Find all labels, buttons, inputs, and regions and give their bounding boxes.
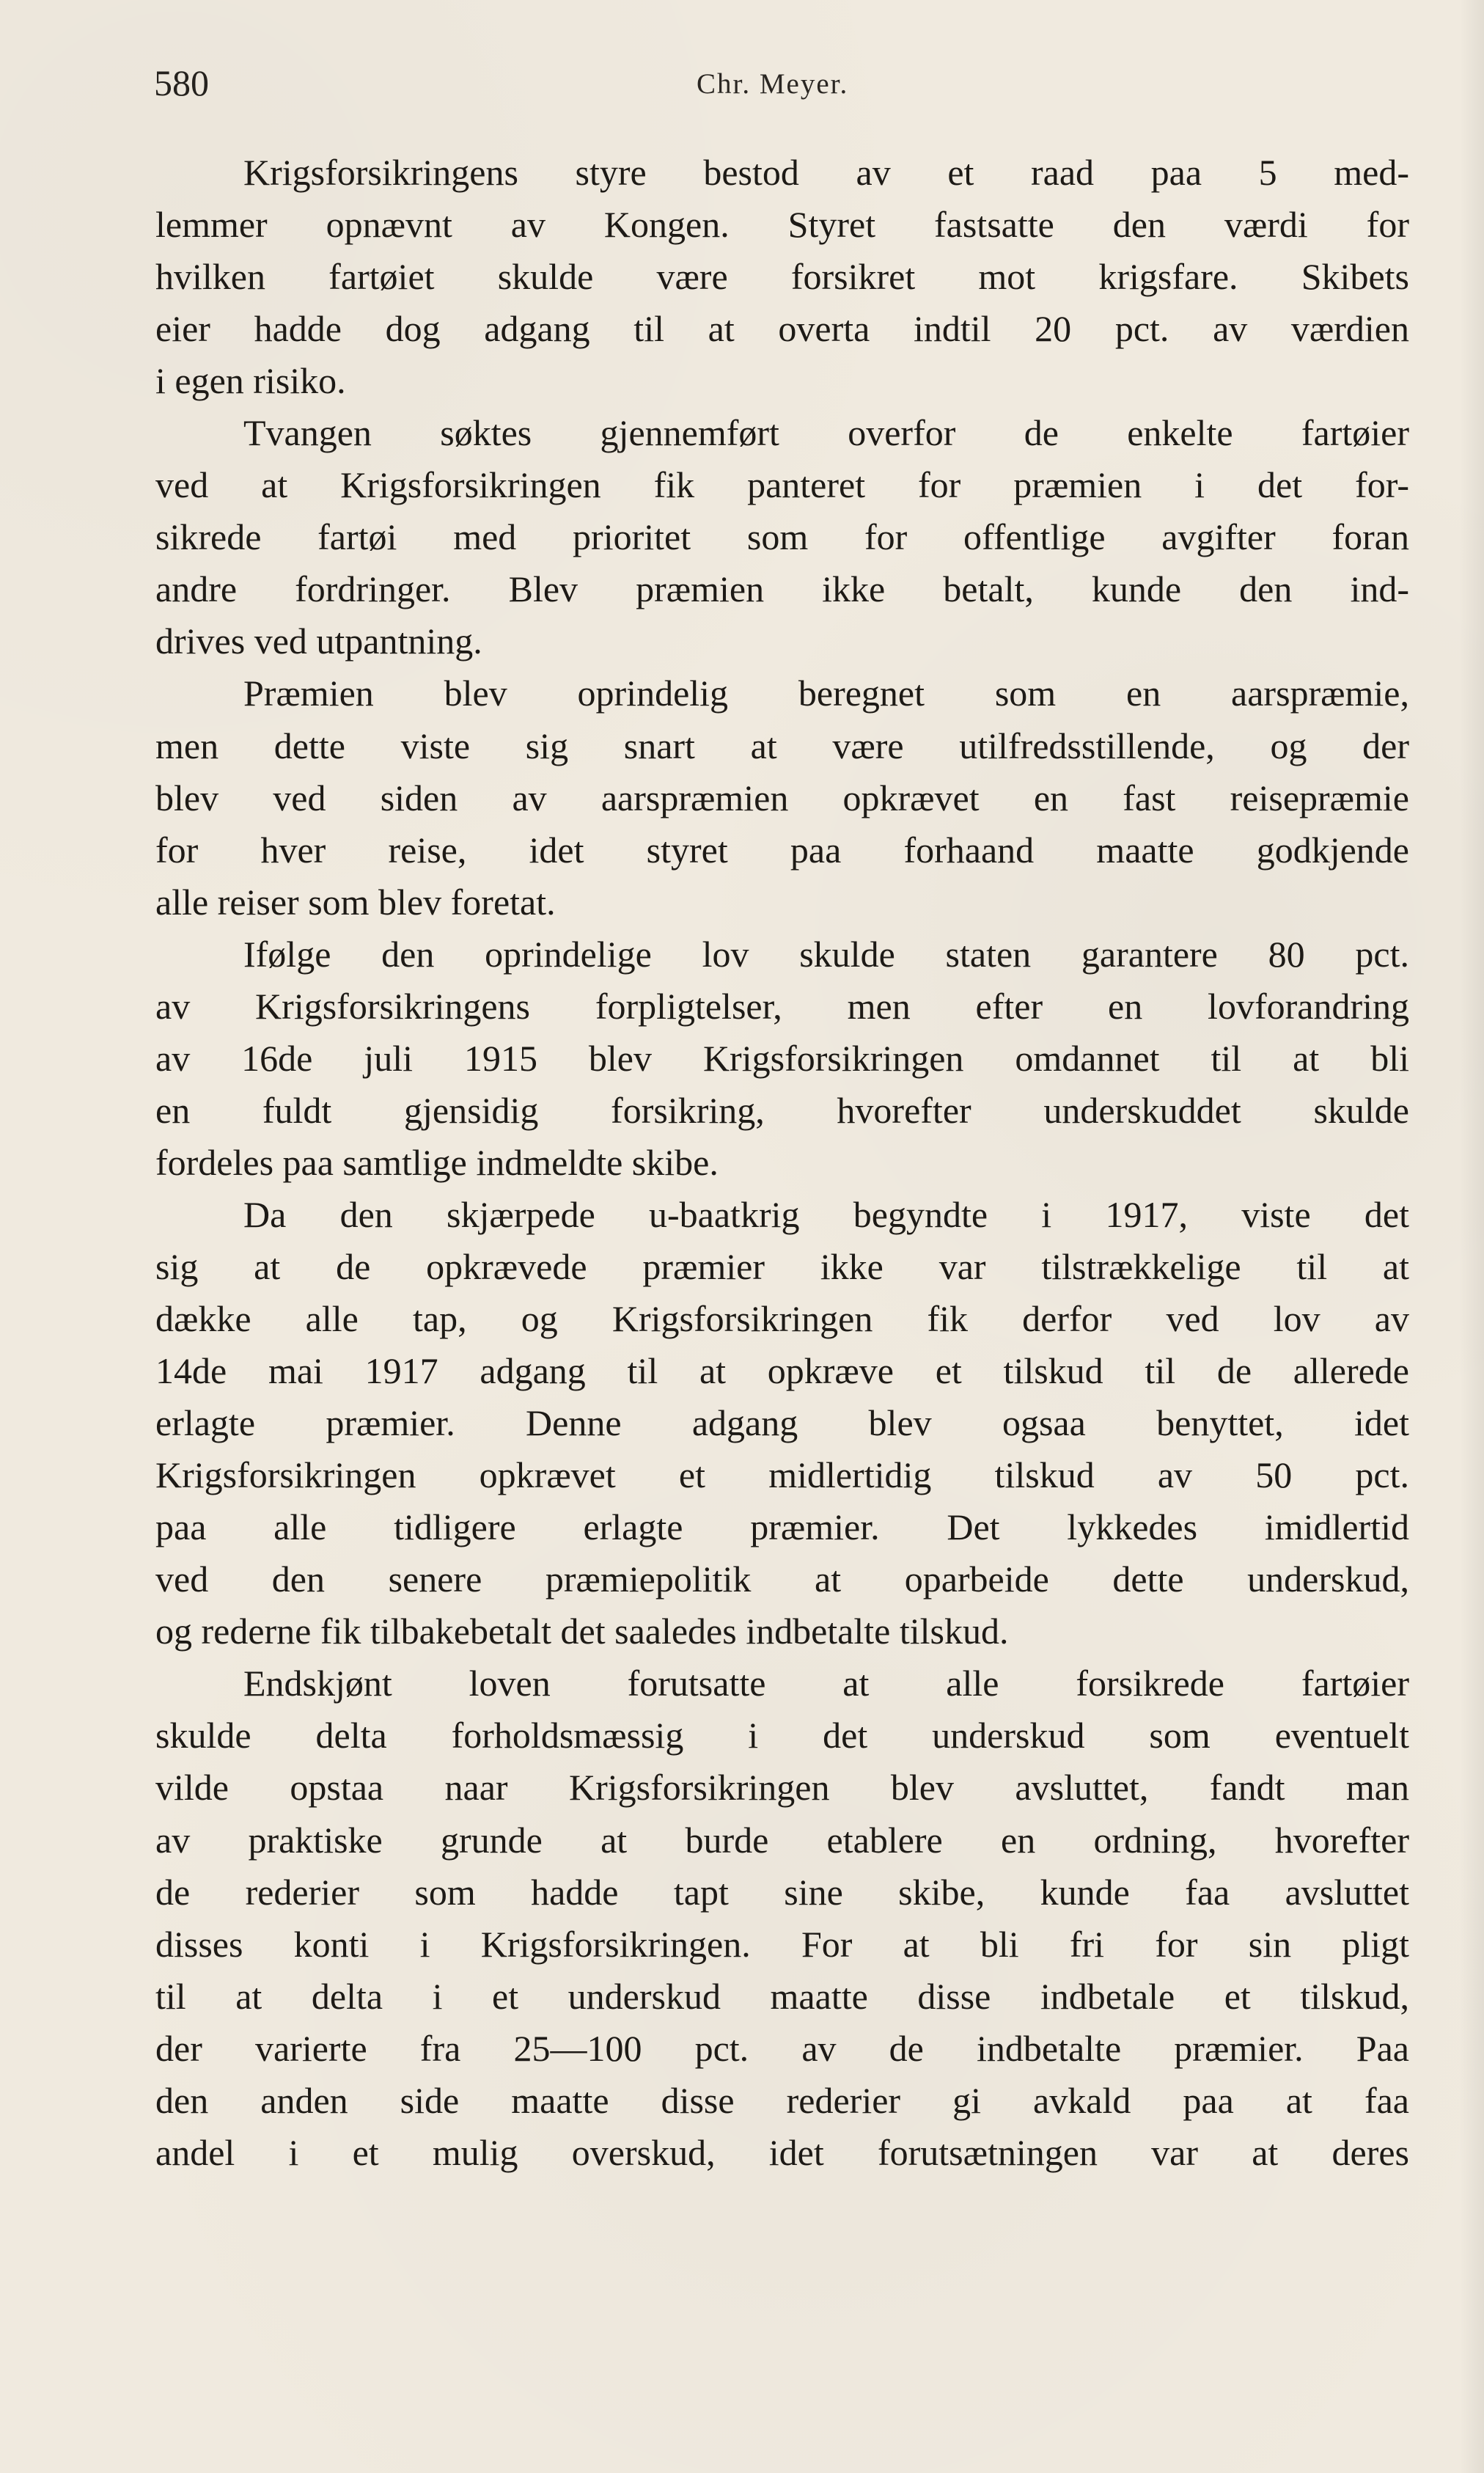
text-line: 14de mai 1917 adgang til at opkræve et tilskud til de allerede (155, 1350, 1409, 1392)
text-line: de rederier som hadde tapt sine skibe, kunde faa avsluttet (155, 1871, 1409, 1913)
text-line: Da den skjærpede u-baatkrig begyndte i 1917, viste det (243, 1193, 1409, 1235)
text-line: til at delta i et underskud maatte disse indbetale et tilskud, (155, 1975, 1409, 2017)
text-line: ved den senere præmiepolitik at oparbeide dette underskud, (155, 1558, 1409, 1600)
text-line: eier hadde dog adgang til at overta indtil 20 pct. av værdien (155, 308, 1409, 350)
text-line: vilde opstaa naar Krigsforsikringen blev avsluttet, fandt man (155, 1767, 1409, 1809)
running-head: Chr. Meyer. (697, 68, 849, 100)
text-line: ved at Krigsforsikringen fik panteret for præmien i det for- (155, 464, 1409, 506)
text-line: hvilken fartøiet skulde være forsikret mot krigsfare. Skibets (155, 256, 1409, 298)
text-line: skulde delta forholdsmæssig i det underskud som eventuelt (155, 1715, 1409, 1756)
text-line: alle reiser som blev foretat. (155, 881, 556, 923)
text-line: paa alle tidligere erlagte præmier. Det lykkedes imidlertid (155, 1506, 1409, 1548)
text-line: der varierte fra 25—100 pct. av de indbetalte præmier. Paa (155, 2027, 1409, 2069)
text-line: disses konti i Krigsforsikringen. For at bli fri for sin pligt (155, 1923, 1409, 1965)
text-line: blev ved siden av aarspræmien opkrævet en fast reisepræmie (155, 777, 1409, 818)
body-text (155, 147, 1409, 2179)
text-line: sig at de opkrævede præmier ikke var tilstrækkelige til at (155, 1245, 1409, 1287)
text-line: i egen risiko. (155, 360, 346, 402)
text-line: sikrede fartøi med prioritet som for offentlige avgifter foran (155, 516, 1409, 558)
text-line: andel i et mulig overskud, idet forutsætningen var at deres (155, 2131, 1409, 2173)
text-line: Tvangen søktes gjennemført overfor de enkelte fartøier (243, 412, 1409, 454)
page-header (154, 57, 1408, 109)
text-line: av 16de juli 1915 blev Krigsforsikringen omdannet til at bli (155, 1037, 1409, 1079)
paragraph-1 (155, 147, 1409, 407)
paragraph-3 (155, 667, 1409, 928)
paragraph-4 (155, 928, 1409, 1189)
page-edge-shadow (1459, 0, 1484, 2473)
text-line: dække alle tap, og Krigsforsikringen fik derfor ved lov av (155, 1298, 1409, 1340)
text-line: den anden side maatte disse rederier gi avkald paa at faa (155, 2079, 1409, 2121)
text-line: erlagte præmier. Denne adgang blev ogsaa benyttet, idet (155, 1402, 1409, 1444)
text-line: men dette viste sig snart at være utilfredsstillende, og der (155, 725, 1409, 766)
text-line: en fuldt gjensidig forsikring, hvorefter underskuddet skulde (155, 1089, 1409, 1131)
paragraph-2 (155, 407, 1409, 667)
text-line: Endskjønt loven forutsatte at alle forsikrede fartøier (243, 1663, 1409, 1704)
text-line: lemmer opnævnt av Kongen. Styret fastsatte den værdi for (155, 204, 1409, 246)
text-line: av Krigsforsikringens forpligtelser, men efter en lovforandring (155, 985, 1409, 1027)
text-line: Ifølge den oprindelige lov skulde staten garantere 80 pct. (243, 933, 1409, 975)
text-line: Præmien blev oprindelig beregnet som en aarspræmie, (243, 673, 1409, 714)
text-line: fordeles paa samtlige indmeldte skibe. (155, 1141, 719, 1183)
text-line: andre fordringer. Blev præmien ikke betalt, kunde den ind- (155, 568, 1409, 610)
paragraph-6 (155, 1657, 1409, 2178)
paragraph-5 (155, 1189, 1409, 1657)
text-line: for hver reise, idet styret paa forhaand maatte godkjende (155, 829, 1409, 871)
text-line: Krigsforsikringen opkrævet et midlertidig tilskud av 50 pct. (155, 1454, 1409, 1496)
text-line: drives ved utpantning. (155, 620, 482, 662)
text-line: og rederne fik tilbakebetalt det saaledes indbetalte tilskud. (155, 1611, 1009, 1652)
page-number: 580 (154, 62, 209, 103)
text-line: Krigsforsikringens styre bestod av et raad paa 5 med- (243, 152, 1409, 193)
text-line: av praktiske grunde at burde etablere en ordning, hvorefter (155, 1819, 1409, 1861)
